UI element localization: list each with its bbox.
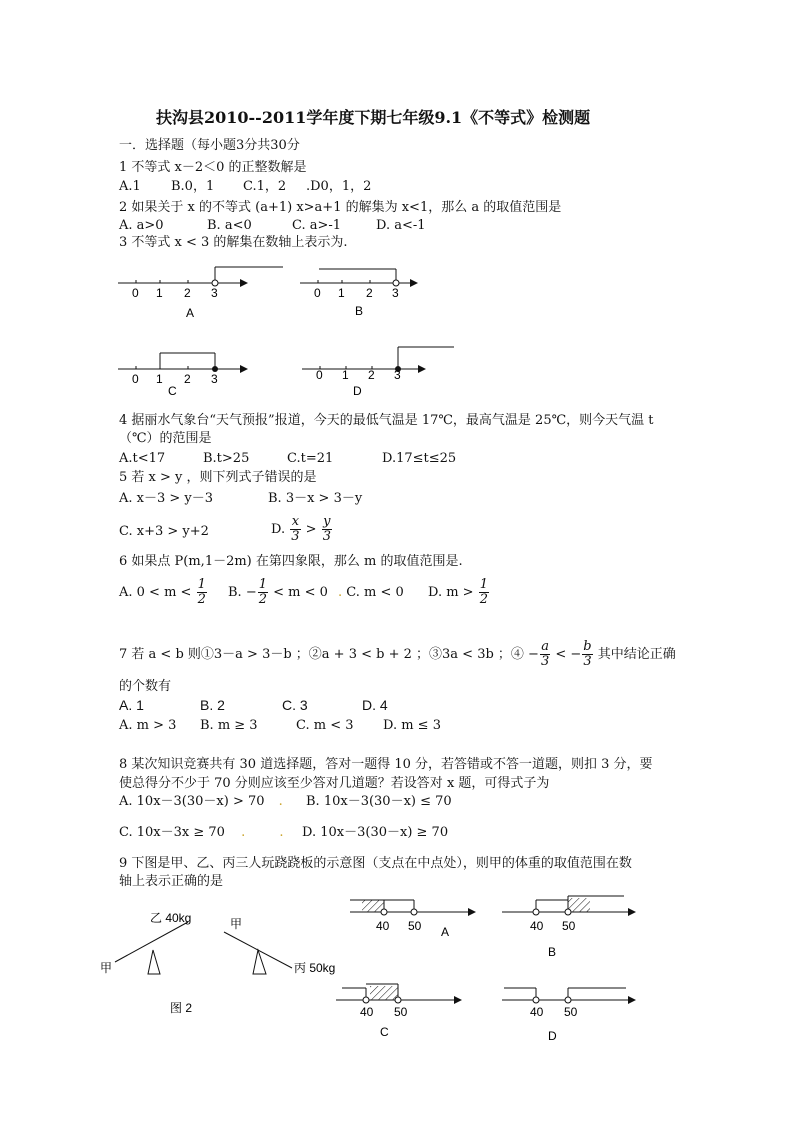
tick-label: 3: [394, 368, 401, 382]
seesaw-figure: [100, 911, 335, 1015]
q1-option-a: A.1: [119, 179, 141, 194]
q9-numberline-c: [336, 984, 462, 1039]
q5-option-d: D. $\frac{x}{3}$ > $\frac{y}{3}$: [271, 514, 331, 544]
q9-numberline-a: [350, 900, 476, 939]
section-heading: 一．选择题（每小题3分共30分: [119, 138, 300, 153]
q8-option-c: C. 10x－3x ≥ 70 . .: [119, 825, 284, 840]
q4-option-a: A.t<17: [119, 451, 166, 466]
tick-label: 50: [408, 919, 422, 933]
tick-label: 3: [211, 372, 218, 386]
tick-label: 3: [392, 286, 399, 300]
tick-label: 50: [394, 1005, 408, 1019]
label-jia: 甲: [100, 961, 113, 975]
tick-label: 0: [132, 286, 139, 300]
tick-label: 1: [338, 286, 345, 300]
q9-numberline-d: [502, 988, 636, 1043]
question-1-stem: 1 不等式 x－2＜0 的正整数解是: [119, 160, 307, 175]
question-2-stem: 2 如果关于 x 的不等式 (a+1) x>a+1 的解集为 x<1，那么 a 的取值范围是: [119, 200, 562, 215]
q1-option-b: B.0，1: [171, 179, 215, 194]
q2-option-a: A. a>0: [119, 218, 164, 233]
fraction-x-over-3: $\frac{x}{3}$: [291, 514, 300, 544]
q4-option-d: D.17≤t≤25: [382, 451, 457, 466]
q7-sub-option-c: C. m < 3: [296, 718, 354, 733]
tick-label: 1: [156, 372, 163, 386]
q7-sub-option-a: A. m > 3: [119, 718, 177, 733]
q5-option-a: A. x－3 > y－3: [119, 491, 214, 506]
choice-label: C: [380, 1025, 389, 1039]
question-4-stem-line1: 4 据丽水气象台“天气预报”报道，今天的最低气温是 17℃，最高气温是 25℃，则今天气温 t: [119, 413, 654, 428]
q2-option-d: D. a<-1: [376, 218, 426, 233]
tick-label: 2: [366, 286, 373, 300]
q6-option-a: A. 0 < m < $\frac{1}{2}$: [119, 577, 206, 607]
question-7-stem-line2: 的个数有: [119, 679, 172, 694]
page-title: 扶沟县2010--2011学年度下期七年级9.1《不等式》检测题: [156, 108, 591, 127]
q7-sub-option-b: B. m ≥ 3: [200, 718, 258, 733]
question-8-stem-line1: 8 某次知识竞赛共有 30 道选择题，答对一题得 10 分，若答错或不答一道题，则扣 3 分，要: [119, 757, 653, 772]
q8-option-d: D. 10x－3(30－x) ≥ 70: [302, 825, 449, 840]
tick-label: 0: [316, 368, 323, 382]
fraction-b-over-3: $\frac{b}{3}$: [583, 639, 592, 669]
tick-label: 40: [376, 919, 390, 933]
tick-label: 2: [368, 368, 375, 382]
tick-label: 40: [530, 1005, 544, 1019]
q3-number-lines: [0, 255, 794, 405]
choice-label: B: [355, 304, 364, 318]
q3-numberline-a: [118, 267, 283, 320]
choice-label: B: [548, 945, 557, 959]
q2-option-b: B. a<0: [207, 218, 252, 233]
option-prefix: D.: [271, 522, 286, 537]
question-9-stem-line2: 轴上表示正确的是: [119, 874, 224, 889]
tick-label: 3: [211, 286, 218, 300]
tick-label: 0: [314, 286, 321, 300]
fraction-one-half: $\frac{1}{2}$: [197, 577, 206, 607]
fraction-one-half: $\frac{1}{2}$: [479, 577, 488, 607]
q7-option-d: D. 4: [362, 697, 388, 713]
fraction-one-half: $\frac{1}{2}$: [258, 577, 267, 607]
choice-label: A: [441, 925, 450, 939]
q3-numberline-c: [118, 353, 248, 398]
q8-option-b: B. 10x－3(30－x) ≤ 70: [306, 794, 452, 809]
tick-label: 1: [156, 286, 163, 300]
question-9-stem-line1: 9 下图是甲、乙、丙三人玩跷跷板的示意图（支点在中点处），则甲的体重的取值范围在数: [119, 856, 632, 871]
question-5-stem: 5 若 x > y ，则下列式子错误的是: [119, 470, 317, 485]
q3-numberline-b: [300, 269, 418, 318]
q6-option-c: . C. m < 0: [338, 585, 404, 600]
tick-label: 40: [530, 919, 544, 933]
label-yi: 乙 40kg: [150, 911, 192, 925]
q5-option-b: B. 3－x > 3－y: [268, 491, 363, 506]
tick-label: 50: [564, 1005, 578, 1019]
choice-label: D: [353, 384, 362, 398]
question-4-stem-line2: （℃）的范围是: [119, 431, 212, 446]
q7-option-c: C. 3: [282, 697, 308, 713]
q9-numberline-b: [502, 896, 636, 959]
tick-label: 2: [184, 372, 191, 386]
q6-option-b: B. − $\frac{1}{2}$ < m < 0: [228, 577, 328, 607]
q1-option-c: C.1，2: [243, 179, 287, 194]
fraction-y-over-3: $\frac{y}{3}$: [322, 514, 331, 544]
question-6-stem: 6 如果点 P(m,1－2m) 在第四象限，那么 m 的取值范围是.: [119, 554, 463, 569]
q2-option-c: C. a>-1: [292, 218, 342, 233]
question-7-stem: 7 若 a < b 则①3－a > 3－b ；②a + 3 < b + 2 ；③3a < 3b ；④ − $\frac{a}{3}$ < − $\frac{b}{3}$ 其中结论正确: [119, 639, 676, 669]
label-jia: 甲: [230, 917, 243, 931]
q7-sub-option-d: D. m ≤ 3: [383, 718, 441, 733]
q8-option-a: A. 10x－3(30－x) > 70 .: [119, 794, 283, 809]
question-3-stem: 3 不等式 x < 3 的解集在数轴上表示为.: [119, 235, 348, 250]
q7-option-b: B. 2: [200, 697, 225, 713]
tick-label: 40: [360, 1005, 374, 1019]
question-8-stem-line2: 使总得分不少于 70 分则应该至少答对几道题？若设答对 x 题，可得式子为: [119, 776, 550, 791]
tick-label: 2: [184, 286, 191, 300]
figure-caption: 图 2: [170, 1001, 193, 1015]
q4-option-c: C.t=21: [287, 451, 334, 466]
label-bing: 丙 50kg: [294, 961, 336, 975]
tick-label: 1: [342, 368, 349, 382]
q9-figures: [0, 890, 794, 1060]
tick-label: 50: [562, 919, 576, 933]
q4-option-b: B.t>25: [203, 451, 250, 466]
q3-numberline-d: [302, 347, 454, 398]
q5-option-c: C. x+3 > y+2: [119, 524, 209, 539]
choice-label: A: [186, 306, 195, 320]
tick-label: 0: [132, 372, 139, 386]
q1-option-d: .D0，1，2: [306, 179, 372, 194]
q7-option-a: A. 1: [119, 697, 144, 713]
q6-option-d: D. m > $\frac{1}{2}$: [428, 577, 488, 607]
fraction-a-over-3: $\frac{a}{3}$: [540, 639, 550, 669]
choice-label: C: [168, 384, 177, 398]
choice-label: D: [548, 1029, 557, 1043]
